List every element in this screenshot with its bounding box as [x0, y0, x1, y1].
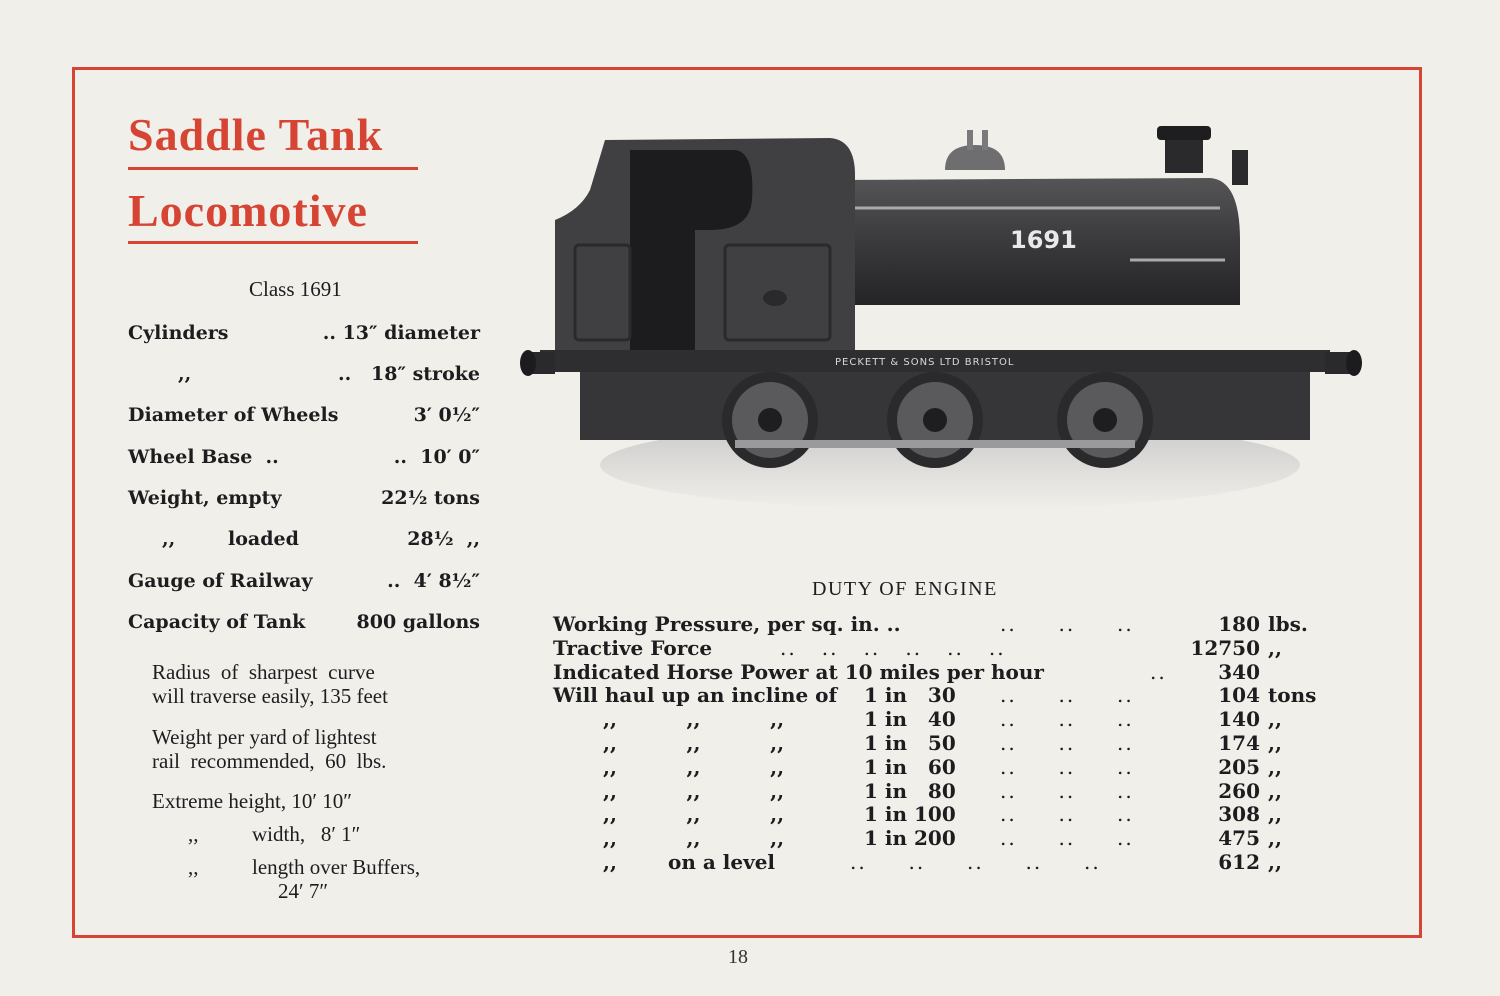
spec-label: loaded: [228, 528, 299, 550]
lamp: [1232, 150, 1248, 185]
leader-dots: .. .. .. .. ..: [850, 850, 1101, 874]
duty-row: [0, 707, 1500, 731]
duty-unit: ,,: [1268, 826, 1282, 851]
steam-dome: [945, 145, 1005, 170]
incline-ratio: 1 in 30: [864, 683, 956, 708]
leader-dots: ..: [1150, 659, 1167, 684]
duty-unit: tons: [1268, 683, 1317, 708]
duty-value: 205: [1218, 754, 1260, 779]
spec-value: .. 4′ 8½″: [387, 570, 480, 592]
spec-gauge: [0, 570, 1500, 598]
spec-label: Weight, empty: [128, 487, 282, 509]
leader-dots: .. .. ..: [1000, 826, 1134, 851]
ditto-marks: ,, ,, ,,: [603, 826, 785, 851]
title-line-2: Locomotive: [128, 185, 368, 236]
title-rule-1: [128, 167, 418, 170]
note-curve-line-1: Radius of sharpest curve: [152, 660, 375, 684]
duty-row: [0, 660, 1500, 684]
duty-label: Indicated Horse Power at 10 miles per hour: [553, 659, 1044, 684]
note-length-line-2: 24′ 7″: [278, 879, 329, 903]
incline-ratio: 1 in 100: [864, 802, 956, 827]
duty-value: 140: [1218, 707, 1260, 732]
locomotive-photo: [520, 120, 1365, 540]
ditto-mark: ,,: [188, 855, 199, 879]
wheel-1: [722, 372, 818, 468]
incline-ratio: 1 in 200: [864, 826, 956, 851]
duty-value: 308: [1218, 802, 1260, 827]
duty-unit: ,,: [1268, 778, 1282, 803]
duty-label: on a level: [668, 850, 776, 874]
ditto-mark: ,,: [162, 528, 176, 550]
spec-value: .. 10′ 0″: [393, 446, 480, 468]
spec-label: Gauge of Railway: [128, 570, 313, 592]
spec-value: 22½ tons: [381, 487, 480, 509]
leader-dots: .. .. .. .. .. ..: [780, 635, 1006, 660]
spec-value: 28½ ,,: [407, 528, 480, 550]
duty-unit: ,,: [1268, 731, 1282, 755]
ditto-mark: ,,: [178, 363, 192, 385]
chimney-cap: [1157, 126, 1211, 140]
title-rule-2: [128, 241, 418, 244]
note-rail-line-1: Weight per yard of lightest: [152, 725, 377, 749]
duty-row: [0, 636, 1500, 660]
duty-value: 12750: [1190, 635, 1260, 660]
incline-ratio: 1 in 80: [864, 778, 956, 803]
note-width: width, 8′ 1″: [252, 822, 361, 846]
duty-value: 174: [1218, 731, 1260, 755]
leader-dots: .. .. ..: [1000, 754, 1134, 779]
duty-value: 475: [1218, 826, 1260, 851]
duty-row: [0, 826, 1500, 850]
duty-unit: ,,: [1268, 802, 1282, 827]
duty-unit: ,,: [1268, 635, 1282, 660]
duty-row: [0, 850, 1500, 874]
duty-row: [0, 612, 1500, 636]
buffer-left: [520, 350, 536, 376]
spec-label: Capacity of Tank: [128, 611, 306, 633]
duty-unit: ,,: [1268, 850, 1282, 874]
spec-label: Wheel Base ..: [128, 446, 279, 468]
leader-dots: .. .. ..: [1000, 778, 1134, 803]
duty-unit: ,,: [1268, 707, 1282, 732]
ditto-marks: ,, ,, ,,: [603, 778, 785, 803]
ditto-mark: ,,: [188, 822, 199, 846]
duty-unit: lbs.: [1268, 612, 1308, 636]
spec-label: Cylinders: [128, 322, 229, 344]
leader-dots: .. .. ..: [1000, 683, 1134, 708]
duty-value: 612: [1218, 850, 1260, 874]
maker-plate: PECKETT & SONS LTD BRISTOL: [835, 357, 1015, 368]
leader-dots: .. .. ..: [1000, 612, 1134, 636]
duty-row: [0, 683, 1500, 707]
ditto-marks: ,, ,, ,,: [603, 707, 785, 732]
note-rail-line-2: rail recommended, 60 lbs.: [152, 749, 387, 773]
spec-label: Diameter of Wheels: [128, 404, 339, 426]
duty-label: Will haul up an incline of: [553, 683, 838, 708]
duty-value: 260: [1218, 778, 1260, 803]
ditto-marks: ,, ,, ,,: [603, 802, 785, 827]
spec-value: 3′ 0½″: [413, 404, 480, 426]
incline-ratio: 1 in 60: [864, 754, 956, 779]
duty-value: 104: [1218, 683, 1260, 708]
buffer-right: [1346, 350, 1362, 376]
duty-heading: DUTY OF ENGINE: [812, 578, 998, 600]
duty-row: [0, 779, 1500, 803]
leader-dots: .. .. ..: [1000, 731, 1134, 755]
ditto-marks: ,, ,, ,,: [603, 731, 785, 755]
incline-ratio: 1 in 40: [864, 707, 956, 732]
incline-ratio: 1 in 50: [864, 731, 956, 755]
duty-value: 180: [1218, 612, 1260, 636]
spec-value: .. 13″ diameter: [322, 322, 480, 344]
note-height: Extreme height, 10′ 10″: [152, 789, 352, 813]
page-number: 18: [728, 946, 748, 968]
note-curve-line-2: will traverse easily, 135 feet: [152, 684, 388, 708]
engine-number: 1691: [1010, 226, 1077, 254]
duty-label: Working Pressure, per sq. in. ..: [553, 612, 901, 636]
coupling-rod: [735, 440, 1135, 448]
ditto-marks: ,, ,, ,,: [603, 754, 785, 779]
duty-unit: ,,: [1268, 754, 1282, 779]
note-length-line-1: length over Buffers,: [252, 855, 421, 879]
duty-row: [0, 802, 1500, 826]
chimney: [1165, 135, 1203, 173]
duty-row: [0, 755, 1500, 779]
spec-value: 800 gallons: [356, 611, 480, 633]
class-label: Class 1691: [249, 277, 342, 301]
spec-value: .. 18″ stroke: [337, 363, 480, 385]
wheel-2: [887, 372, 983, 468]
wheel-3: [1057, 372, 1153, 468]
duty-label: Tractive Force: [553, 635, 713, 660]
title-line-1: Saddle Tank: [128, 109, 384, 160]
leader-dots: .. .. ..: [1000, 707, 1134, 732]
duty-row: [0, 731, 1500, 755]
leader-dots: .. .. ..: [1000, 802, 1134, 827]
ditto-marks: ,,: [603, 850, 617, 874]
duty-value: 340: [1218, 659, 1260, 684]
